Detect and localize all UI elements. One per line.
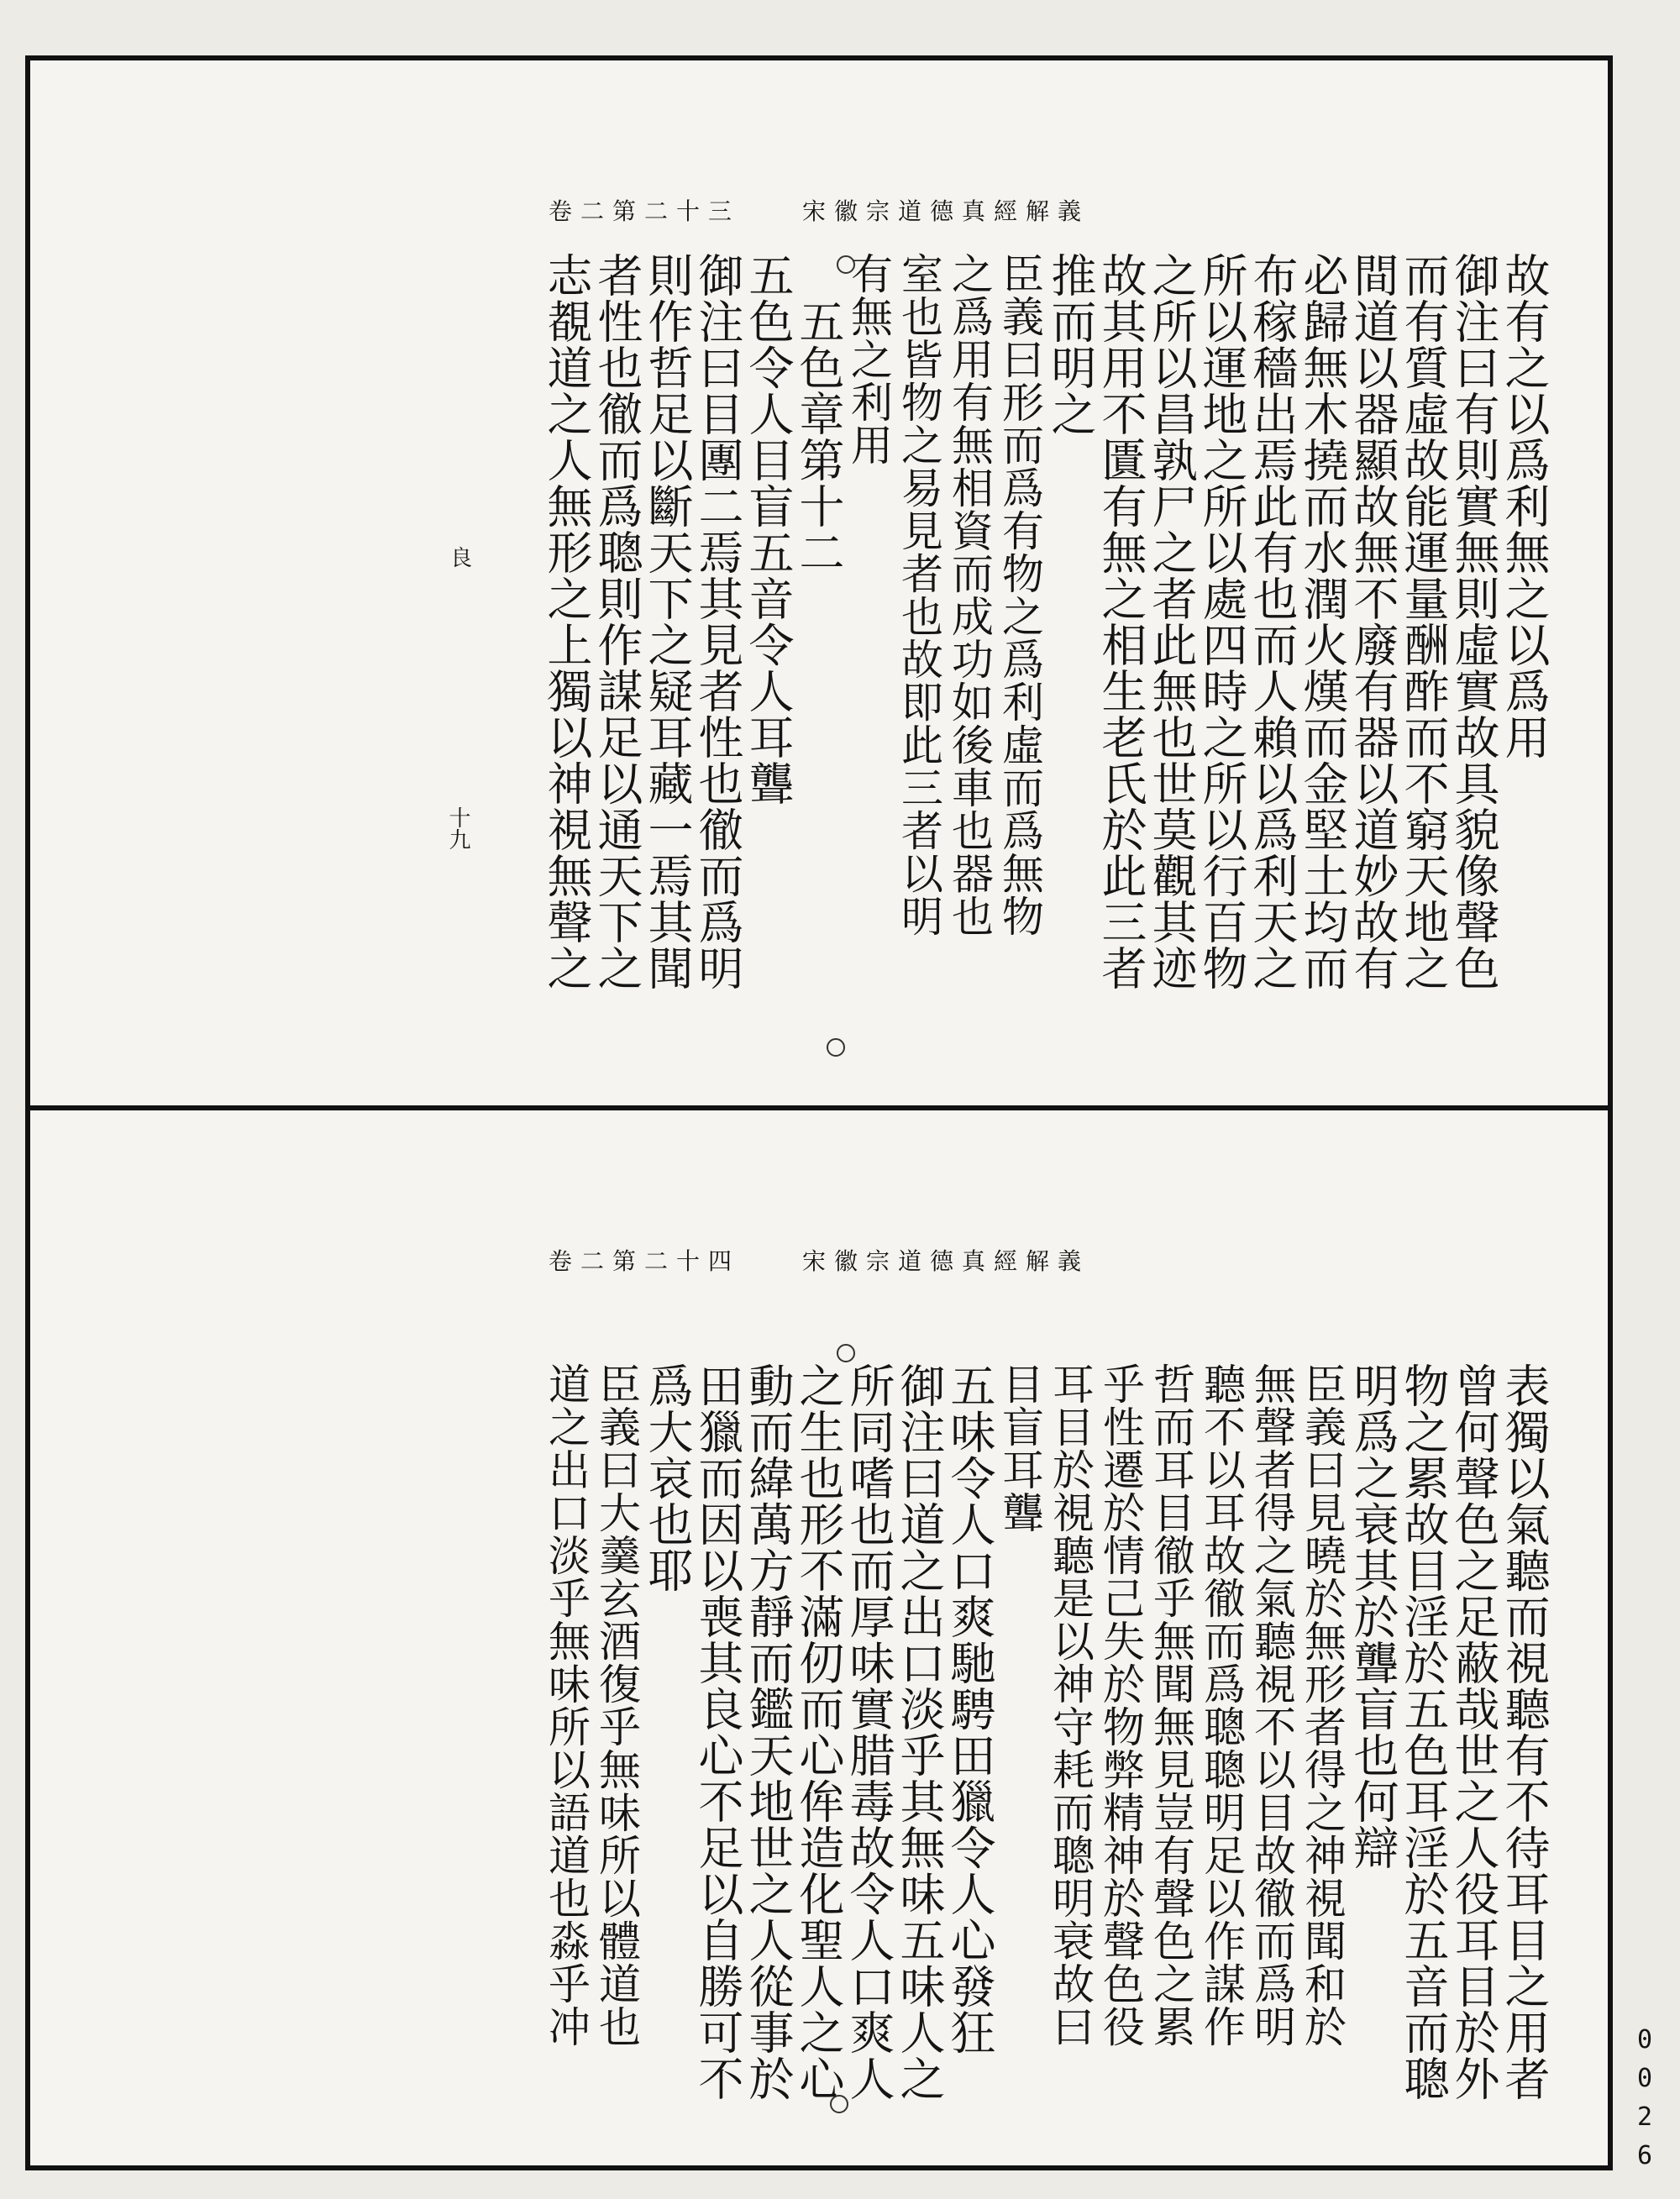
text-column: 動而緯萬方靜而鑑天地世之人從事於 [742,1362,795,2102]
lower-page [30,1110,1608,2165]
commentary-column: 乎性遷於情己失於物弊精神於聲色役 [1096,1362,1145,2048]
commentary-column: 耳目於視聽是以神守耗而聰明衰故曰 [1046,1362,1095,2048]
text-column: 而有質虛故能運量酬酢而不窮天地之 [1397,252,1450,991]
commentary-column: 臣義曰大羹玄酒復乎無味所以體道也 [592,1362,641,2048]
text-columns [541,1362,1549,2152]
commentary-column: 聽不以耳故徹而爲聰聰明足以作謀作 [1197,1362,1246,2048]
folio-digit: 0 [1636,2064,1653,2093]
chapter-page-label: 卷二第二十四 [548,1247,740,1275]
chapter-page-label: 卷二第二十三 [548,197,740,225]
text-column: 之所以昌孰尸之者此無也世莫觀其迹 [1145,252,1198,991]
commentary-column: 哲而耳目徹乎無聞無見豈有聲色之累 [1147,1362,1195,2048]
text-column: 御注曰有則實無則虛實故具貌像聲色 [1447,252,1500,991]
commentary-column: 無聲者得之氣聽視不以目故徹而爲明 [1247,1362,1296,2048]
text-column: 五味令人口爽馳騁田獵令人心發狂 [943,1362,996,2055]
text-column: 御注曰目團二焉其見者性也徹而爲明 [691,252,744,991]
folio-digit: 0 [1636,2025,1653,2055]
text-column: 志覩道之人無形之上獨以神視無聲之 [540,252,593,991]
folio-digit: 6 [1636,2141,1653,2170]
chapter-mark: 良 [450,546,473,571]
text-column: 曾何聲色之足蔽哉世之人役耳目於外 [1447,1362,1500,2102]
text-column: 所以運地之所以處四時之所以行百物 [1195,252,1248,991]
book-title: 宋徽宗道德真經解義 [802,1247,1090,1275]
text-column: 必歸無木撓而水潤火熯而金堅土均而 [1296,252,1349,991]
folio-digit: 2 [1636,2102,1653,2132]
text-column: 五色令人目盲五音令人耳聾 [742,252,795,806]
commentary-column: 有無之利用 [844,252,893,466]
book-title: 宋徽宗道德真經解義 [802,197,1090,225]
text-column: 表獨以氣聽而視聽有不待耳目之用者 [1498,1362,1551,2102]
running-head [30,193,1608,227]
text-column: 故其用不匱有無之相生老氏於此三者 [1095,252,1147,991]
commentary-column: 臣義曰見曉於無形者得之神視聞和於 [1298,1362,1347,2048]
chapter-heading: 五色章第十二 [792,252,845,575]
text-column: 明爲之衰其於聾盲也何辯 [1347,1362,1399,1871]
text-column: 故有之以爲利無之以爲用 [1498,252,1551,760]
text-column: 推而明之 [1044,252,1097,437]
text-column: 御注曰道之出口淡乎其無味五味人之 [893,1362,946,2102]
upper-page [30,60,1608,1105]
punch-hole-circle [837,1344,855,1362]
text-column: 布稼穡出焉此有也而人賴以爲利天之 [1246,252,1299,991]
commentary-column: 室也皆物之易見者也故即此三者以明 [895,252,943,937]
text-column: 所同嗜也而厚味實腊毒故令人口爽人 [843,1362,895,2102]
text-column: 者性也徹而爲聰則作謀足以通天下之 [591,252,643,991]
text-column: 間道以器顯故無不廢有器以道妙故有 [1347,252,1399,991]
text-column: 爲大哀也耶 [641,1362,694,1593]
text-columns [541,252,1549,1092]
text-column: 物之累故目淫於五色耳淫於五音而聰 [1397,1362,1450,2102]
page-frame [25,55,1613,2170]
commentary-column: 臣義曰形而爲有物之爲利虛而爲無物 [995,252,1044,937]
commentary-column: 之爲用有無相資而成功如後車也器也 [945,252,994,937]
folio-number [1628,2021,1662,2175]
commentary-column: 目盲耳聾 [995,1362,1044,1534]
number-mark: 十九 [445,806,470,850]
running-head [30,1243,1608,1277]
text-column: 則作哲足以斷天下之疑耳藏一焉其聞 [641,252,694,991]
text-column: 田獵而因以喪其良心不足以自勝可不 [691,1362,744,2102]
commentary-column: 道之出口淡乎無味所以語道也淼乎冲 [542,1362,591,2048]
text-column: 之生也形不滿仞而心侔造化聖人之心 [792,1362,845,2102]
